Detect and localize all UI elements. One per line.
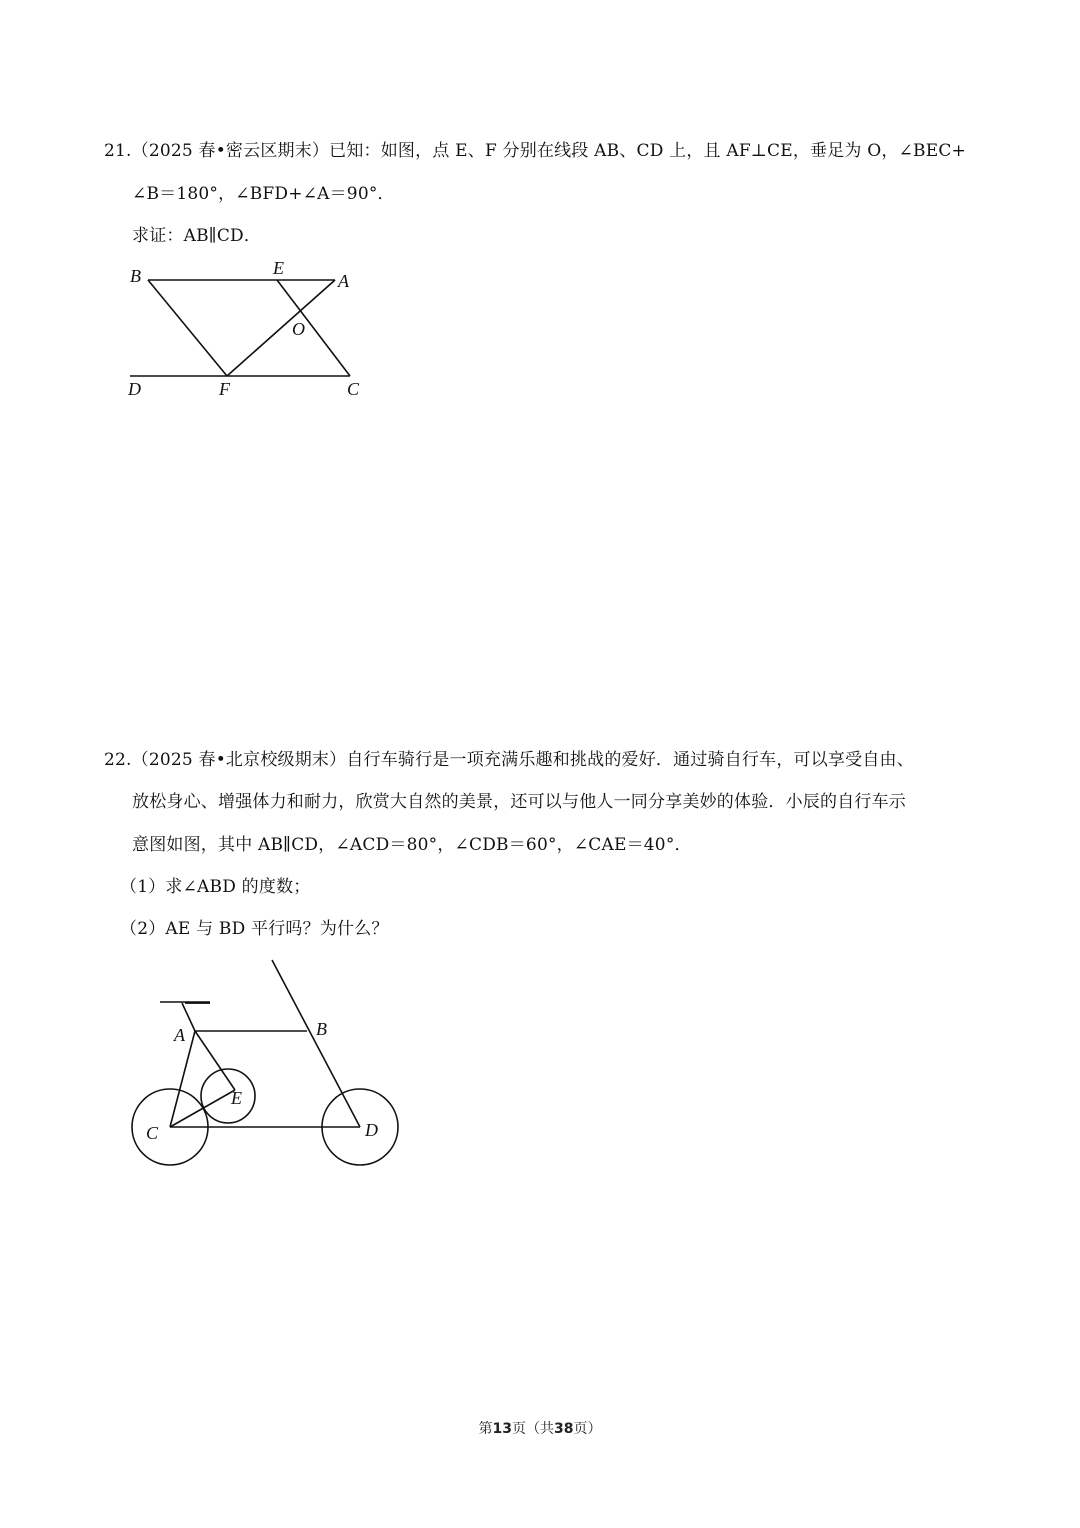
label-E: E (273, 258, 284, 278)
chainring (201, 1069, 255, 1123)
label-A: A (174, 1025, 185, 1045)
label-E: E (231, 1088, 242, 1108)
q22-text-line1: 22.（2025 春•北京校级期末）自行车骑行是一项充满乐趣和挑战的爱好．通过骑自行车，可以享受自由、 (104, 750, 914, 770)
label-F: F (219, 379, 230, 399)
segment-AC (170, 1031, 195, 1127)
q22-part2: （2）AE 与 BD 平行吗？为什么？ (120, 919, 389, 939)
label-D: D (365, 1120, 378, 1140)
segment-EC (277, 280, 350, 376)
segment-BF (148, 280, 227, 376)
footer-page-number: 13 (492, 1421, 512, 1437)
label-O: O (292, 319, 305, 339)
q21-text-line1: 21.（2025 春•密云区期末）已知：如图，点 E、F 分别在线段 AB、CD 上，且 AF⊥CE，垂足为 O，∠BEC+ (104, 141, 966, 161)
segment-AE (195, 1031, 235, 1090)
label-B: B (130, 266, 141, 286)
q22-part1: （1）求∠ABD 的度数； (120, 877, 311, 897)
q22-figure (120, 955, 420, 1170)
segment-FA (227, 280, 335, 376)
q22-text-line2: 放松身心、增强体力和耐力，欣赏大自然的美景，还可以与他人一同分享美妙的体验．小辰的自行车示 (132, 792, 906, 812)
footer-prefix: 第 (478, 1421, 493, 1437)
label-C: C (146, 1123, 159, 1143)
footer-total-pages: 38 (554, 1421, 574, 1437)
fork-line (272, 960, 360, 1127)
footer-suffix: 页） (573, 1421, 602, 1437)
label-A: A (338, 271, 349, 291)
q21-text-line3: 求证：AB∥CD． (132, 226, 262, 246)
label-B: B (316, 1019, 327, 1039)
footer-middle: 页（共 (512, 1421, 554, 1437)
page-footer (0, 1419, 1080, 1439)
label-D: D (128, 379, 141, 399)
q21-text-line2: ∠B＝180°，∠BFD+∠A＝90°． (132, 184, 395, 204)
q22-text-line3: 意图如图，其中 AB∥CD，∠ACD＝80°，∠CDB＝60°，∠CAE＝40°． (132, 835, 692, 855)
label-C: C (347, 379, 360, 399)
q21-figure (120, 255, 370, 405)
